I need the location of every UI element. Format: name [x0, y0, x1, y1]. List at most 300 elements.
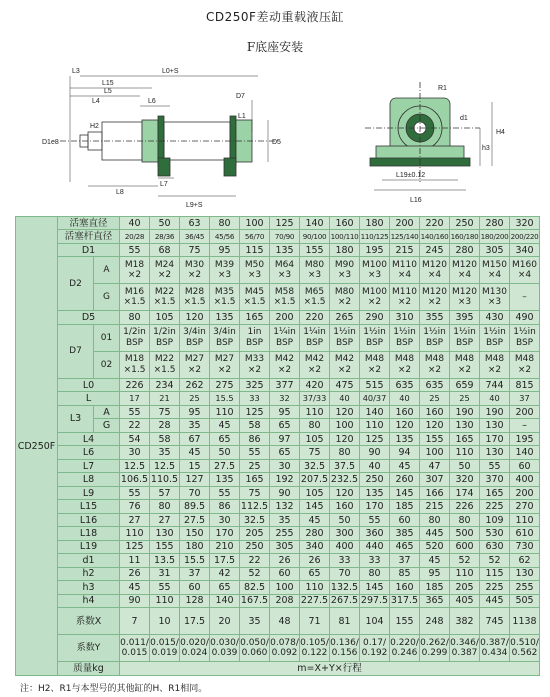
table-cell: 226 [450, 500, 480, 513]
table-cell: 155 [390, 608, 420, 635]
table-cell-top: 0.011/ [120, 637, 149, 648]
table-cell [150, 351, 180, 378]
table-cell: 110.5 [150, 474, 179, 486]
table-cell-bottom: BSP [245, 337, 264, 348]
table-cell [390, 324, 420, 351]
table-row [16, 500, 540, 513]
table-cell: 395 [450, 311, 480, 324]
table-cell: 100 [420, 446, 450, 459]
table-cell: 35 [270, 513, 300, 526]
table-cell: 55 [210, 486, 240, 499]
row-label-coef-x: 系数X [58, 608, 120, 635]
table-cell: 75 [180, 243, 210, 256]
mass-formula: m=X+Y×行程 [120, 662, 540, 676]
footnote: 注：H2、R1与本型号的其他缸的H、R1相同。 [20, 684, 208, 694]
table-cell: 145 [360, 581, 390, 594]
table-cell: 120 [330, 486, 360, 499]
page-title: CD250F差动重载液压缸 [206, 10, 344, 24]
table-cell: 37 [180, 567, 210, 580]
table-cell-bottom: ×2 [127, 270, 142, 281]
table-cell-bottom: ×4 [457, 270, 472, 281]
table-cell: 36/45 [180, 230, 210, 243]
table-cell: 110 [450, 446, 480, 459]
table-row [16, 567, 540, 580]
table-cell: 25 [180, 392, 210, 405]
table-cell [480, 324, 510, 351]
spec-table-body [16, 217, 540, 676]
row-label-d7-02: 02 [94, 351, 120, 378]
table-cell [180, 351, 210, 378]
table-cell-bottom: 0.299 [421, 648, 448, 659]
table-cell-bottom: ×3 [457, 297, 472, 308]
table-cell [300, 284, 330, 311]
table-cell: 90 [360, 446, 390, 459]
table-cell: 17.5 [210, 554, 240, 567]
table-cell: 170 [480, 432, 510, 445]
table-cell: 200 [390, 217, 420, 230]
table-cell: 26 [120, 567, 150, 580]
table-cell [150, 257, 180, 284]
table-cell-bottom: ×2 [337, 364, 352, 375]
table-cell: 37 [510, 392, 540, 405]
label-l3: L3 [72, 68, 80, 75]
table-cell: 100 [240, 217, 270, 230]
table-cell-bottom: BSP [425, 337, 444, 348]
table-cell-bottom: ×2 [367, 297, 382, 308]
table-cell: 110 [120, 527, 150, 540]
table-cell-bottom: BSP [215, 337, 234, 348]
table-cell: 10 [150, 608, 180, 635]
table-cell-bottom: BSP [365, 337, 384, 348]
table-cell: 500 [450, 527, 480, 540]
rod-label: 活塞杆直径 [58, 230, 120, 243]
table-row [16, 257, 540, 284]
table-cell-top: M48 [364, 354, 385, 365]
table-cell: 210 [210, 540, 240, 553]
table-cell: 440 [360, 540, 390, 553]
table-cell: 270 [510, 500, 540, 513]
table-cell [480, 635, 510, 662]
table-cell-top: M120 [422, 259, 447, 270]
table-row [16, 608, 540, 635]
table-cell: 17 [120, 392, 150, 405]
table-cell: 112.5 [240, 501, 269, 513]
table-cell-top: M18 [124, 259, 145, 270]
table-cell-top: 0.510/ [510, 637, 539, 648]
table-cell: 40 [480, 392, 510, 405]
table-cell: 185 [420, 581, 450, 594]
table-cell-bottom: ×1.5 [183, 297, 206, 308]
table-row [16, 513, 540, 526]
table-cell: 70 [180, 486, 210, 499]
table-cell: 32.5 [240, 513, 270, 526]
table-cell-top: M58 [274, 286, 295, 297]
table-cell: 317.5 [390, 595, 419, 607]
table-cell [150, 635, 180, 662]
table-cell: 27 [120, 513, 150, 526]
table-cell: 120 [330, 405, 360, 418]
table-cell: 400 [330, 540, 360, 553]
table-cell-top: M80 [334, 286, 355, 297]
table-cell: 30 [210, 513, 240, 526]
table-cell: 56/70 [240, 230, 270, 243]
table-cell [270, 257, 300, 284]
table-cell-top: M50 [244, 259, 265, 270]
table-cell: 600 [450, 540, 480, 553]
row-label: h2 [58, 567, 120, 580]
table-cell [510, 351, 540, 378]
table-cell-bottom: ×2 [397, 297, 412, 308]
group-label: CD250F [16, 217, 58, 676]
table-cell: 120 [390, 419, 420, 432]
table-cell: 109 [480, 513, 510, 526]
table-row [16, 527, 540, 540]
row-label: L19 [58, 540, 120, 553]
table-cell-bottom: ×4 [487, 270, 502, 281]
table-cell-bottom: BSP [395, 337, 414, 348]
table-cell-top: M18 [124, 354, 145, 365]
table-cell: 20 [210, 608, 240, 635]
table-cell: 110 [300, 581, 330, 594]
table-cell: 170 [360, 500, 390, 513]
table-cell: 65 [210, 432, 240, 445]
table-cell-bottom: ×4 [427, 270, 442, 281]
table-cell: 82.5 [240, 581, 270, 594]
table-cell-bottom: ×1.5 [303, 297, 326, 308]
table-cell: 40 [390, 392, 420, 405]
table-cell: 125/140 [390, 230, 420, 243]
table-cell: 215 [390, 243, 420, 256]
table-cell [450, 324, 480, 351]
label-l5: L5 [104, 88, 112, 95]
table-cell-top: M90 [334, 259, 355, 270]
table-cell-bottom: ×2 [487, 364, 502, 375]
table-cell [510, 257, 540, 284]
table-cell-top: M130 [482, 286, 507, 297]
table-cell: 200 [270, 311, 300, 324]
table-cell-top: M22 [154, 286, 175, 297]
table-cell-bottom: ×2 [427, 297, 442, 308]
table-cell [210, 284, 240, 311]
table-cell: 32.5 [300, 459, 330, 472]
table-cell: 86 [210, 500, 240, 513]
table-cell: 27.5 [180, 513, 210, 526]
table-cell: 232.5 [330, 474, 359, 486]
table-cell: 22 [120, 419, 150, 432]
table-cell: 140/160 [420, 230, 450, 243]
table-cell: 275 [210, 378, 240, 391]
table-cell: 52 [240, 567, 270, 580]
row-label: h3 [58, 581, 120, 594]
table-row [16, 554, 540, 567]
table-cell-top: 0.136/ [330, 637, 359, 648]
table-cell: 365 [420, 594, 450, 607]
table-cell: 45 [180, 446, 210, 459]
table-cell-top: 3/4in [213, 327, 236, 338]
row-label: L4 [58, 432, 120, 445]
table-cell: 205 [240, 527, 270, 540]
table-cell: 132.5 [330, 581, 359, 593]
table-cell: 165 [480, 486, 510, 499]
table-cell-bottom: ×3 [367, 270, 382, 281]
table-cell-bottom: ×3 [217, 270, 232, 281]
table-cell: 115 [480, 567, 510, 580]
table-cell-top: 1½in [363, 327, 386, 338]
table-cell: 40 [360, 459, 390, 472]
table-cell: 180 [180, 540, 210, 553]
table-cell: 90/100 [300, 230, 330, 243]
table-cell-bottom: ×3 [277, 270, 292, 281]
table-cell: 110 [300, 405, 330, 418]
table-cell: 297.5 [360, 595, 389, 607]
table-cell: 420 [300, 378, 330, 391]
table-cell [360, 635, 390, 662]
table-cell: 120 [330, 432, 360, 445]
table-cell: 25 [420, 392, 450, 405]
table-cell: 165 [240, 473, 270, 486]
table-cell [450, 351, 480, 378]
table-cell [300, 351, 330, 378]
table-cell: 205 [450, 581, 480, 594]
table-cell [300, 257, 330, 284]
table-cell: 132 [270, 500, 300, 513]
table-cell: 55 [240, 446, 270, 459]
table-cell: 27.5 [210, 459, 240, 472]
table-cell: – [510, 284, 540, 311]
table-cell-top: M24 [154, 259, 175, 270]
table-cell: 377 [270, 378, 300, 391]
table-cell: 215 [420, 500, 450, 513]
table-cell [270, 351, 300, 378]
table-cell-bottom: ×3 [337, 270, 352, 281]
table-cell: 160 [390, 581, 420, 594]
table-cell-bottom: ×4 [397, 270, 412, 281]
row-label-d2: D2 [58, 257, 94, 311]
table-cell: 32 [270, 392, 300, 405]
table-cell: 195 [510, 432, 540, 445]
table-row [16, 324, 540, 351]
table-cell: 65 [300, 567, 330, 580]
table-cell: 520 [420, 540, 450, 553]
label-l19: L19±0.12 [396, 172, 426, 179]
row-label-d5: D5 [58, 311, 120, 324]
table-cell [240, 284, 270, 311]
table-cell: 320 [450, 473, 480, 486]
table-cell [330, 324, 360, 351]
table-cell: 105 [150, 311, 180, 324]
table-cell-bottom: ×2 [367, 364, 382, 375]
table-cell: 192 [270, 473, 300, 486]
table-cell-bottom: 0.562 [511, 648, 538, 659]
table-cell: 15.5 [180, 554, 210, 567]
table-cell-bottom: ×2 [187, 364, 202, 375]
table-cell-top: M35 [214, 286, 235, 297]
table-cell: 190 [480, 405, 510, 418]
label-d1e8: D1e8 [42, 139, 59, 146]
table-cell [240, 351, 270, 378]
table-cell [180, 257, 210, 284]
row-label: L18 [58, 527, 120, 540]
table-cell-top: 1½in [513, 327, 536, 338]
table-cell [450, 635, 480, 662]
table-cell: 340 [510, 243, 540, 256]
table-row [16, 378, 540, 391]
table-cell: 166 [420, 486, 450, 499]
table-cell [210, 324, 240, 351]
page-subtitle: F底座安装 [246, 40, 304, 54]
table-cell: 33 [240, 392, 270, 405]
label-l6: L6 [148, 98, 156, 105]
table-cell: 75 [150, 405, 180, 418]
table-cell [270, 324, 300, 351]
label-h4: H4 [496, 129, 505, 136]
table-cell: 225 [480, 500, 510, 513]
table-cell: 67 [180, 432, 210, 445]
table-cell-top: M33 [244, 354, 265, 365]
table-cell: 15 [180, 459, 210, 472]
table-cell-top: M45 [244, 286, 265, 297]
table-cell-bottom: ×1.5 [273, 297, 296, 308]
table-cell: 55 [120, 405, 150, 418]
table-row [16, 243, 540, 256]
table-cell: 110 [150, 594, 180, 607]
table-cell-top: M65 [304, 286, 325, 297]
table-cell-bottom: 0.156 [331, 648, 358, 659]
table-cell-top: M42 [334, 354, 355, 365]
table-cell: 160/180 [450, 230, 480, 243]
table-cell: 370 [480, 473, 510, 486]
table-cell: 40 [120, 217, 150, 230]
table-cell: 57 [150, 486, 180, 499]
table-cell [210, 351, 240, 378]
table-cell-bottom: 0.092 [271, 648, 298, 659]
table-cell: 234 [150, 378, 180, 391]
table-cell: 26 [270, 554, 300, 567]
table-cell: 60 [180, 581, 210, 594]
table-cell: 280 [450, 243, 480, 256]
table-cell: 120 [420, 419, 450, 432]
table-cell: 530 [480, 527, 510, 540]
table-cell: 405 [450, 594, 480, 607]
table-cell-top: 0.020/ [180, 637, 209, 648]
table-cell: 12.5 [120, 459, 150, 472]
table-cell-top: 0.346/ [450, 637, 479, 648]
table-cell: 54 [120, 432, 150, 445]
table-cell: 35 [240, 608, 270, 635]
table-cell: 37.5 [330, 459, 360, 472]
table-cell [330, 635, 360, 662]
table-cell-top: 1/2in [153, 327, 176, 338]
table-cell-bottom: ×1.5 [123, 364, 146, 375]
table-cell: 45 [210, 419, 240, 432]
table-cell-bottom: 0.039 [211, 648, 238, 659]
table-cell: 15.5 [210, 392, 240, 405]
table-cell-bottom: ×2 [157, 270, 172, 281]
table-cell: 75 [240, 486, 270, 499]
row-label-l0: L0 [58, 378, 120, 391]
table-cell: 55 [120, 243, 150, 256]
table-cell-top: M160 [512, 259, 537, 270]
table-cell: 250 [450, 217, 480, 230]
table-cell: 730 [510, 540, 540, 553]
table-cell: 267.5 [330, 595, 359, 607]
table-cell-top: 1½in [393, 327, 416, 338]
table-cell [180, 635, 210, 662]
label-l4: L4 [92, 98, 100, 105]
label-r1: R1 [438, 85, 447, 92]
table-cell: 110 [450, 567, 480, 580]
table-row [16, 230, 540, 243]
table-cell: 190 [450, 405, 480, 418]
table-cell: 40 [330, 392, 360, 405]
table-cell-bottom: BSP [305, 337, 324, 348]
table-cell-top: M48 [424, 354, 445, 365]
table-cell: 45 [390, 459, 420, 472]
table-cell: 250 [240, 540, 270, 553]
label-d7: D7 [236, 93, 245, 100]
table-cell: 71 [300, 608, 330, 635]
table-cell [390, 257, 420, 284]
table-cell-top: 0.015/ [150, 637, 179, 648]
table-cell: 610 [510, 527, 540, 540]
table-cell-bottom: BSP [455, 337, 474, 348]
table-cell: 33 [330, 554, 360, 567]
table-cell: 140 [210, 594, 240, 607]
table-cell-top: M64 [274, 259, 295, 270]
table-cell-top: M16 [124, 286, 145, 297]
table-cell-top: M110 [392, 286, 417, 297]
table-cell: 165 [450, 432, 480, 445]
table-cell: 475 [330, 378, 360, 391]
row-label-d7-01: 01 [94, 324, 120, 351]
table-cell: 744 [480, 378, 510, 391]
table-cell-top: M27 [214, 354, 235, 365]
table-cell: 90 [270, 486, 300, 499]
table-cell-bottom: ×3 [307, 270, 322, 281]
table-cell [150, 324, 180, 351]
table-cell: 310 [390, 311, 420, 324]
row-label: h4 [58, 594, 120, 607]
table-cell: 55 [480, 459, 510, 472]
table-cell: 167.5 [240, 595, 269, 607]
table-cell: 105 [300, 486, 330, 499]
table-cell-top: 3/4in [183, 327, 206, 338]
table-cell: 104 [360, 608, 390, 635]
table-cell: 174 [450, 486, 480, 499]
table-cell: 200/220 [510, 230, 540, 243]
table-cell: 445 [480, 594, 510, 607]
table-cell: 135 [210, 473, 240, 486]
table-cell: 70/90 [270, 230, 300, 243]
table-cell-bottom: BSP [125, 337, 144, 348]
table-cell: 65 [270, 446, 300, 459]
table-cell [480, 284, 510, 311]
table-cell: 100/110 [330, 230, 360, 243]
table-cell: 200 [510, 405, 540, 418]
table-cell: – [510, 419, 540, 432]
table-cell-bottom: ×2 [217, 364, 232, 375]
table-cell: 130 [480, 419, 510, 432]
table-cell: 1138 [510, 608, 540, 635]
table-cell-bottom: ×2 [397, 364, 412, 375]
table-cell: 48 [270, 608, 300, 635]
table-row [16, 432, 540, 445]
table-cell [360, 351, 390, 378]
table-cell: 76 [120, 500, 150, 513]
table-cell [180, 324, 210, 351]
table-cell-top: M48 [394, 354, 415, 365]
table-cell [150, 284, 180, 311]
